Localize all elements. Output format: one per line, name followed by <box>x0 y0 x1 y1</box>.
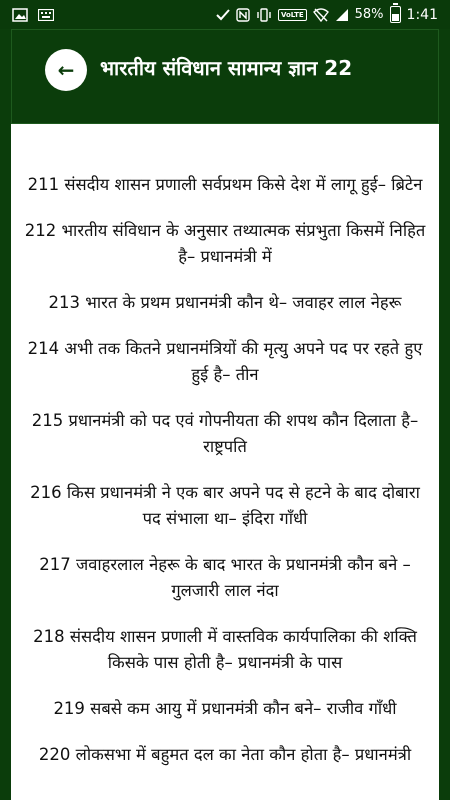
battery-icon <box>390 6 401 23</box>
page-title: भारतीय संविधान सामान्य ज्ञान 22 <box>100 56 353 80</box>
status-bar <box>0 0 450 29</box>
keyboard-icon <box>38 9 54 21</box>
question-item: 216 किस प्रधानमंत्री ने एक बार अपने पद से हटने के बाद दोबारा पद संभाला था– इंदिरा गाँधी <box>30 483 420 528</box>
battery-percent: 58% <box>354 7 384 22</box>
question-item: 219 सबसे कम आयु में प्रधानमंत्री कौन बने– राजीव गाँधी <box>53 699 397 718</box>
app-frame <box>11 29 439 800</box>
wifi-off-icon <box>313 8 329 22</box>
question-item: 217 जवाहरलाल नेहरू के बाद भारत के प्रधानमंत्री कौन बने – गुलजारी लाल नंदा <box>39 555 411 600</box>
question-item: 214 अभी तक कितने प्रधानमंत्रियों की मृत्यु अपने पद पर रहते हुए हुई है– तीन <box>27 339 423 384</box>
back-button[interactable] <box>45 49 87 91</box>
signal-icon <box>335 8 349 22</box>
content-area[interactable] <box>11 124 439 800</box>
question-item: 213 भारत के प्रथम प्रधानमंत्री कौन थे– जवाहर लाल नेहरू <box>48 293 402 312</box>
vibrate-icon <box>256 8 272 22</box>
question-item: 212 भारतीय संविधान के अनुसार तथ्यात्मक संप्रभुता किसमें निहित है– प्रधानमंत्री में <box>24 221 426 266</box>
question-item: 220 लोकसभा में बहुमत दल का नेता कौन होता है– प्रधानमंत्री <box>38 745 412 764</box>
check-icon <box>216 9 230 21</box>
clock: 1:41 <box>406 6 438 23</box>
volte-icon: VoLTE <box>278 9 307 21</box>
nfc-icon <box>236 8 250 22</box>
image-icon <box>12 8 28 22</box>
toolbar <box>11 29 439 124</box>
question-item: 211 संसदीय शासन प्रणाली सर्वप्रथम किसे देश में लागू हुई– ब्रिटेन <box>27 175 423 194</box>
back-arrow-icon: ← <box>57 58 75 82</box>
question-item: 218 संसदीय शासन प्रणाली में वास्तविक कार्यपालिका की शक्ति किसके पास होती है– प्रधानमंत्री के पास <box>33 627 417 672</box>
question-item: 215 प्रधानमंत्री को पद एवं गोपनीयता की शपथ कौन दिलाता है– राष्ट्रपति <box>31 411 419 456</box>
